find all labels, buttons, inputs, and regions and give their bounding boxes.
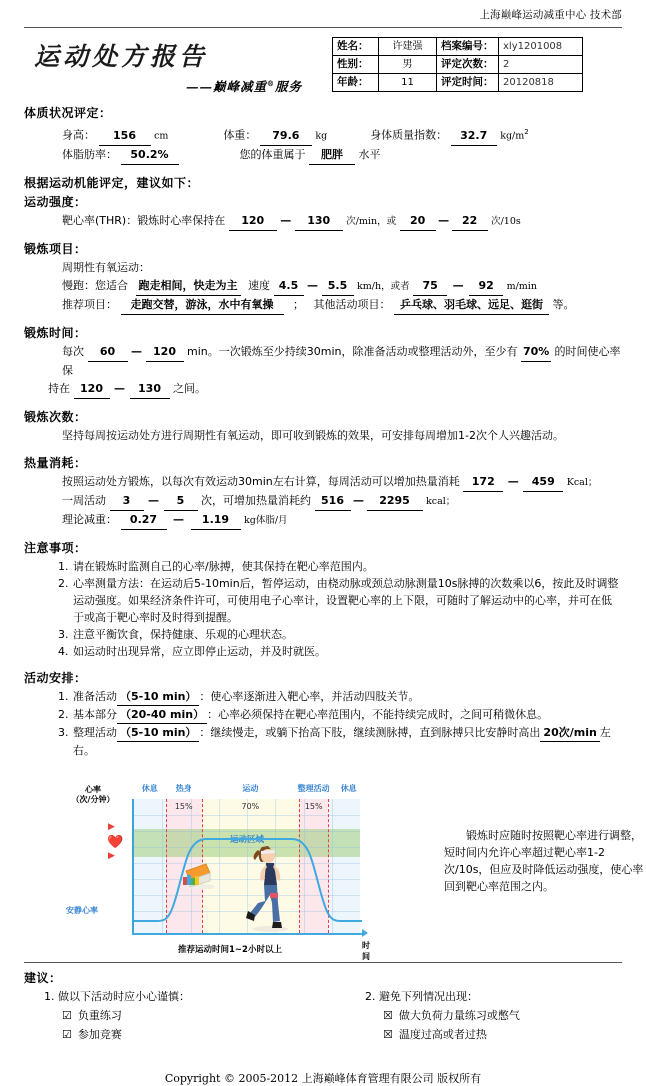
recommendation-heading: 根据运动机能评定，建议如下： — [24, 175, 200, 190]
org-header: 上海巅峰运动减重中心 技术部 — [479, 9, 622, 21]
physique-heading: 体质状况评定： — [24, 106, 112, 120]
advice-left-item-1[interactable] — [62, 1006, 323, 1025]
advice-left-item-2[interactable] — [62, 1025, 323, 1044]
jog-value: 跑走相间，快走为主 — [136, 277, 241, 296]
chart-x-axis-label: 时间 — [362, 940, 370, 961]
chart-side-note: 锻炼时应随时按照靶心率进行调整，短时间内允许心率超过靶心率1-2次/10s，但应及时降低运动强度，使心率回到靶心率范围之内。 — [444, 828, 644, 893]
table-row — [333, 38, 583, 56]
thr10-unit: 次/10s — [491, 215, 521, 227]
file-no-label: 档案编号： — [437, 38, 499, 56]
checkbox-checked-icon[interactable]: ☑ — [62, 1008, 72, 1022]
subtitle-prefix: ——巅峰减重 — [185, 79, 267, 94]
duration-suffix: 的时间使心率保 — [62, 344, 621, 377]
height-label: 身高： — [62, 128, 95, 142]
duration-dash: — — [131, 344, 142, 358]
list-item — [58, 724, 622, 759]
thr10-low: 20 — [400, 212, 436, 231]
advice-right-label-1: 做大负荷力量练习或憋气 — [398, 1008, 520, 1022]
loss-prefix: 理论减重： — [62, 512, 117, 526]
calorie-row-1 — [62, 473, 622, 492]
other-value: 乒乓球、羽毛球、远足、逛街 — [394, 296, 549, 315]
weight-level-suffix: 水平 — [358, 147, 381, 161]
duration-each-label: 每次 — [62, 344, 84, 358]
loss-unit: kg体脂/月 — [244, 514, 288, 526]
weekly-low: 3 — [110, 492, 144, 511]
chart-plot-area — [132, 783, 360, 933]
note-number: 4. — [58, 644, 69, 658]
loss-low: 0.27 — [121, 511, 167, 530]
speed-high: 5.5 — [322, 277, 354, 296]
aerobic-label: 周期性有氧运动： — [62, 260, 150, 274]
chart-y-axis-label — [58, 785, 128, 805]
recommend-value: 走跑交替，游泳，水中有氧操 — [121, 296, 284, 315]
checkbox-checked-icon[interactable]: ☑ — [62, 1027, 72, 1041]
weekly-dash: — — [148, 493, 159, 507]
schedule-bold: 20次/min — [540, 724, 599, 742]
calorie-unit: Kcal； — [566, 476, 598, 488]
jog-label: 慢跑：您适合 — [62, 278, 128, 292]
registered-mark: ® — [266, 78, 275, 88]
loss-dash: — — [173, 512, 184, 526]
physique-row-1 — [62, 123, 622, 146]
thr-label: 靶心率(THR)：锻炼时心率保持在 — [62, 213, 226, 227]
thr-high: 130 — [295, 212, 343, 231]
advice-right-item-1[interactable] — [383, 1006, 622, 1025]
bodyfat-value: 50.2% — [121, 146, 179, 165]
weight-value: 79.6 — [260, 127, 312, 146]
advice-right-item-2[interactable] — [383, 1025, 622, 1044]
duration-heading: 锻炼时间： — [24, 325, 87, 340]
speed-label: 速度 — [248, 278, 270, 292]
schedule-phase: 基本部分 — [73, 707, 117, 721]
speed2-high: 92 — [469, 277, 503, 296]
heart-rate-chart — [24, 771, 644, 961]
footer-divider — [24, 962, 622, 963]
schedule-text — [73, 688, 622, 706]
phase-label-rest-start: 休息 — [141, 783, 158, 793]
weekly-mid: 次，可增加热量消耗约 — [201, 493, 311, 507]
duration-row-1 — [62, 343, 622, 380]
other-label: 其他活动项目： — [313, 297, 391, 311]
advice-section — [24, 969, 622, 1044]
chart-box — [60, 777, 370, 961]
speed-unit: km/h，或者 — [357, 280, 410, 292]
duration-hold-prefix: 持在 — [48, 381, 70, 395]
title-block — [24, 37, 324, 95]
checkbox-crossed-icon[interactable]: ☒ — [383, 1027, 393, 1041]
name-label: 姓名： — [333, 38, 379, 56]
weight-unit: kg — [315, 130, 328, 142]
bodyfat-label: 体脂肪率： — [62, 147, 117, 161]
note-number: 2. — [58, 576, 69, 590]
schedule-heading: 活动安排： — [24, 670, 87, 685]
list-item — [58, 558, 622, 575]
speed-low: 4.5 — [274, 277, 304, 296]
gym-bag-icon — [180, 857, 214, 889]
semicolon: ； — [293, 297, 304, 311]
y-axis-line1: 心率 — [85, 784, 101, 794]
note-text: 心率测量方法：在运动后5-10min后，暂停运动，由桡动脉或颈总动脉测量10s脉搏的次数乘以6，按此及时调整运动强度。如果经济条件许可，可使用电子心率计，设置靶心率的上下限，可随时了解运动中的心率，并可在低于或高于靶心率时及时得到提醒。 — [73, 576, 619, 624]
advice-columns — [24, 988, 622, 1044]
duration-high: 120 — [146, 343, 184, 362]
subtitle-suffix: 服务 — [274, 79, 302, 94]
note-text: 如运动时出现异常，应立即停止运动，并及时就医。 — [73, 644, 326, 658]
file-no-value: xly1201008 — [499, 38, 583, 56]
loss-high: 1.19 — [191, 511, 241, 530]
duration-percent: 70% — [521, 343, 551, 362]
height-unit: cm — [154, 130, 169, 142]
header-divider — [24, 27, 622, 28]
table-row — [333, 56, 583, 74]
assess-count-value: 2 — [499, 56, 583, 74]
heart-icon: ❤️ — [107, 834, 124, 850]
thr-low: 120 — [229, 212, 277, 231]
calorie-heading: 热量消耗： — [24, 455, 87, 470]
jog-row — [62, 277, 622, 296]
duration-low: 60 — [88, 343, 128, 362]
arrow-down-icon: ▶ — [108, 850, 115, 861]
calorie-high: 459 — [523, 473, 563, 492]
bmi-value: 32.7 — [451, 127, 497, 146]
other-suffix: 等。 — [552, 297, 575, 311]
weight-label: 体重： — [223, 128, 257, 142]
speed2-dash: — — [452, 278, 464, 292]
advice-right-label-2: 温度过高或者过热 — [398, 1027, 487, 1041]
total-high: 2295 — [367, 492, 423, 511]
items-heading: 锻炼项目： — [24, 241, 87, 256]
y-axis-line2: （次/分钟） — [71, 794, 115, 804]
thr-dash: — — [280, 213, 292, 227]
list-item — [58, 643, 622, 660]
duration-hold-suffix: 之间。 — [173, 381, 206, 395]
advice-col-left — [24, 988, 323, 1044]
bmi-unit: kg/m — [500, 130, 525, 142]
total-unit: kcal； — [426, 495, 456, 507]
chart-x-axis — [132, 933, 364, 935]
speed2-low: 75 — [413, 277, 447, 296]
age-label: 年龄： — [333, 74, 379, 92]
total-dash: — — [353, 493, 364, 507]
phase-label-rest-end: 休息 — [340, 783, 357, 793]
duration-text: min。一次锻炼至少持续30min，除准备活动或整理活动外，至少有 — [187, 344, 518, 358]
frequency-heading: 锻炼次数： — [24, 409, 87, 424]
assess-count-label: 评定次数： — [437, 56, 499, 74]
chart-x-caption: 推荐运动时间1~2小时以上 — [178, 944, 282, 955]
advice-left-label-2: 参加竞赛 — [77, 1027, 122, 1041]
calorie-prefix: 按照运动处方锻炼，以每次有效运动30min左右计算，每周活动可以增加热量消耗 — [62, 474, 460, 488]
note-number: 3. — [58, 627, 69, 641]
advice-heading: 建议： — [24, 970, 62, 985]
recommend-label: 推荐项目： — [62, 297, 117, 311]
duration-hold-high: 130 — [130, 380, 170, 399]
advice-left-head: 1. 做以下活动时应小心谨慎： — [44, 989, 190, 1003]
title-row — [24, 37, 622, 95]
weight-level-prefix: 您的体重属于 — [239, 147, 306, 161]
name-value: 许建强 — [379, 38, 437, 56]
physique-row-2 — [62, 146, 622, 165]
thr10-high: 22 — [452, 212, 488, 231]
speed2-unit: m/min — [506, 280, 537, 292]
schedule-phase: 整理活动 — [73, 725, 117, 739]
notes-heading: 注意事项： — [24, 540, 87, 555]
resting-hr-label: 安静心率 — [66, 905, 98, 915]
schedule-time: （5-10 min） — [117, 688, 199, 706]
speed-dash: — — [307, 278, 318, 292]
bmi-unit-exponent: 2 — [524, 128, 529, 136]
weekly-high: 5 — [164, 492, 198, 511]
note-text: 注意平衡饮食，保持健康、乐观的心理状态。 — [73, 627, 293, 641]
weekly-prefix: 一周活动 — [62, 493, 106, 507]
weight-level-value: 肥胖 — [309, 146, 355, 165]
arrow-up-icon: ▶ — [108, 821, 115, 832]
page-subtitle — [34, 77, 324, 95]
duration-hold-low: 120 — [74, 380, 110, 399]
calorie-row-2 — [62, 492, 622, 511]
total-low: 516 — [315, 492, 351, 511]
phase-label-exercise: 运动 — [242, 783, 259, 793]
duration-hold-dash: — — [114, 381, 125, 395]
list-item — [58, 706, 622, 724]
frequency-text: 坚持每周按运动处方进行周期性有氧运动，即可收到锻炼的效果，可安排每周增加1-2次个人兴趣活动。 — [62, 428, 564, 442]
note-number: 1. — [58, 559, 69, 573]
phase-label-warmup: 热身 — [175, 783, 192, 793]
schedule-phase: 准备活动 — [73, 689, 117, 703]
intensity-row — [62, 212, 622, 231]
page-title: 运动处方报告 — [34, 42, 209, 71]
advice-col-right — [323, 988, 622, 1044]
advice-right-head: 2. 避免下列情况出现： — [365, 989, 478, 1003]
phase-pct-warmup: 15% — [174, 801, 193, 811]
copyright-notice: Copyright © 2005-2012 上海巅峰体育管理有限公司 版权所有 — [164, 1071, 482, 1085]
bmi-label: 身体质量指数： — [370, 128, 448, 142]
gender-label: 性别： — [333, 56, 379, 74]
gender-value: 男 — [379, 56, 437, 74]
duration-row-2 — [48, 380, 622, 399]
thr10-dash: — — [438, 213, 450, 227]
phase-pct-cooldown: 15% — [304, 801, 323, 811]
schedule-text — [73, 724, 622, 759]
schedule-list — [58, 688, 622, 759]
table-row — [333, 74, 583, 92]
schedule-desc: ：心率必须保持在靶心率范围内，不能持续完成时，之间可稍微休息。 — [207, 707, 549, 721]
assess-date-value: 20120818 — [499, 74, 583, 92]
note-text: 请在锻炼时监测自己的心率/脉搏，使其保持在靶心率范围内。 — [73, 559, 374, 573]
recommend-row — [62, 296, 622, 315]
schedule-time: （20-40 min） — [117, 706, 207, 724]
list-item — [58, 688, 622, 706]
age-value: 11 — [379, 74, 437, 92]
schedule-text — [73, 706, 622, 724]
schedule-time: （5-10 min） — [117, 724, 199, 742]
exercise-zone-label: 运动区域 — [229, 834, 265, 845]
calorie-low: 172 — [463, 473, 503, 492]
list-item — [58, 575, 622, 626]
schedule-desc: ：使心率逐渐进入靶心率，并活动四肢关节。 — [199, 689, 420, 703]
patient-info-table — [332, 37, 583, 92]
calorie-dash: — — [507, 474, 519, 488]
schedule-number: 1. — [58, 689, 69, 703]
height-value: 156 — [99, 127, 151, 146]
schedule-number: 3. — [58, 725, 69, 739]
schedule-tail: 左右。 — [73, 725, 611, 757]
thr-unit: 次/min，或 — [346, 215, 397, 227]
calorie-row-3 — [62, 511, 622, 530]
assess-date-label: 评定时间： — [437, 74, 499, 92]
schedule-desc: ：继续慢走，或躺下抬高下肢，继续测脉搏，直到脉搏只比安静时高出 — [199, 725, 541, 739]
phase-pct-exercise: 70% — [241, 801, 260, 811]
x-axis-arrow-icon — [362, 929, 368, 937]
intensity-heading: 运动强度： — [24, 194, 87, 209]
schedule-number: 2. — [58, 707, 69, 721]
checkbox-crossed-icon[interactable]: ☒ — [383, 1008, 393, 1022]
notes-list — [58, 558, 622, 660]
runner-illustration — [246, 841, 292, 933]
list-item — [58, 626, 622, 643]
phase-label-cooldown: 整理活动 — [297, 783, 330, 793]
advice-left-label-1: 负重练习 — [77, 1008, 122, 1022]
